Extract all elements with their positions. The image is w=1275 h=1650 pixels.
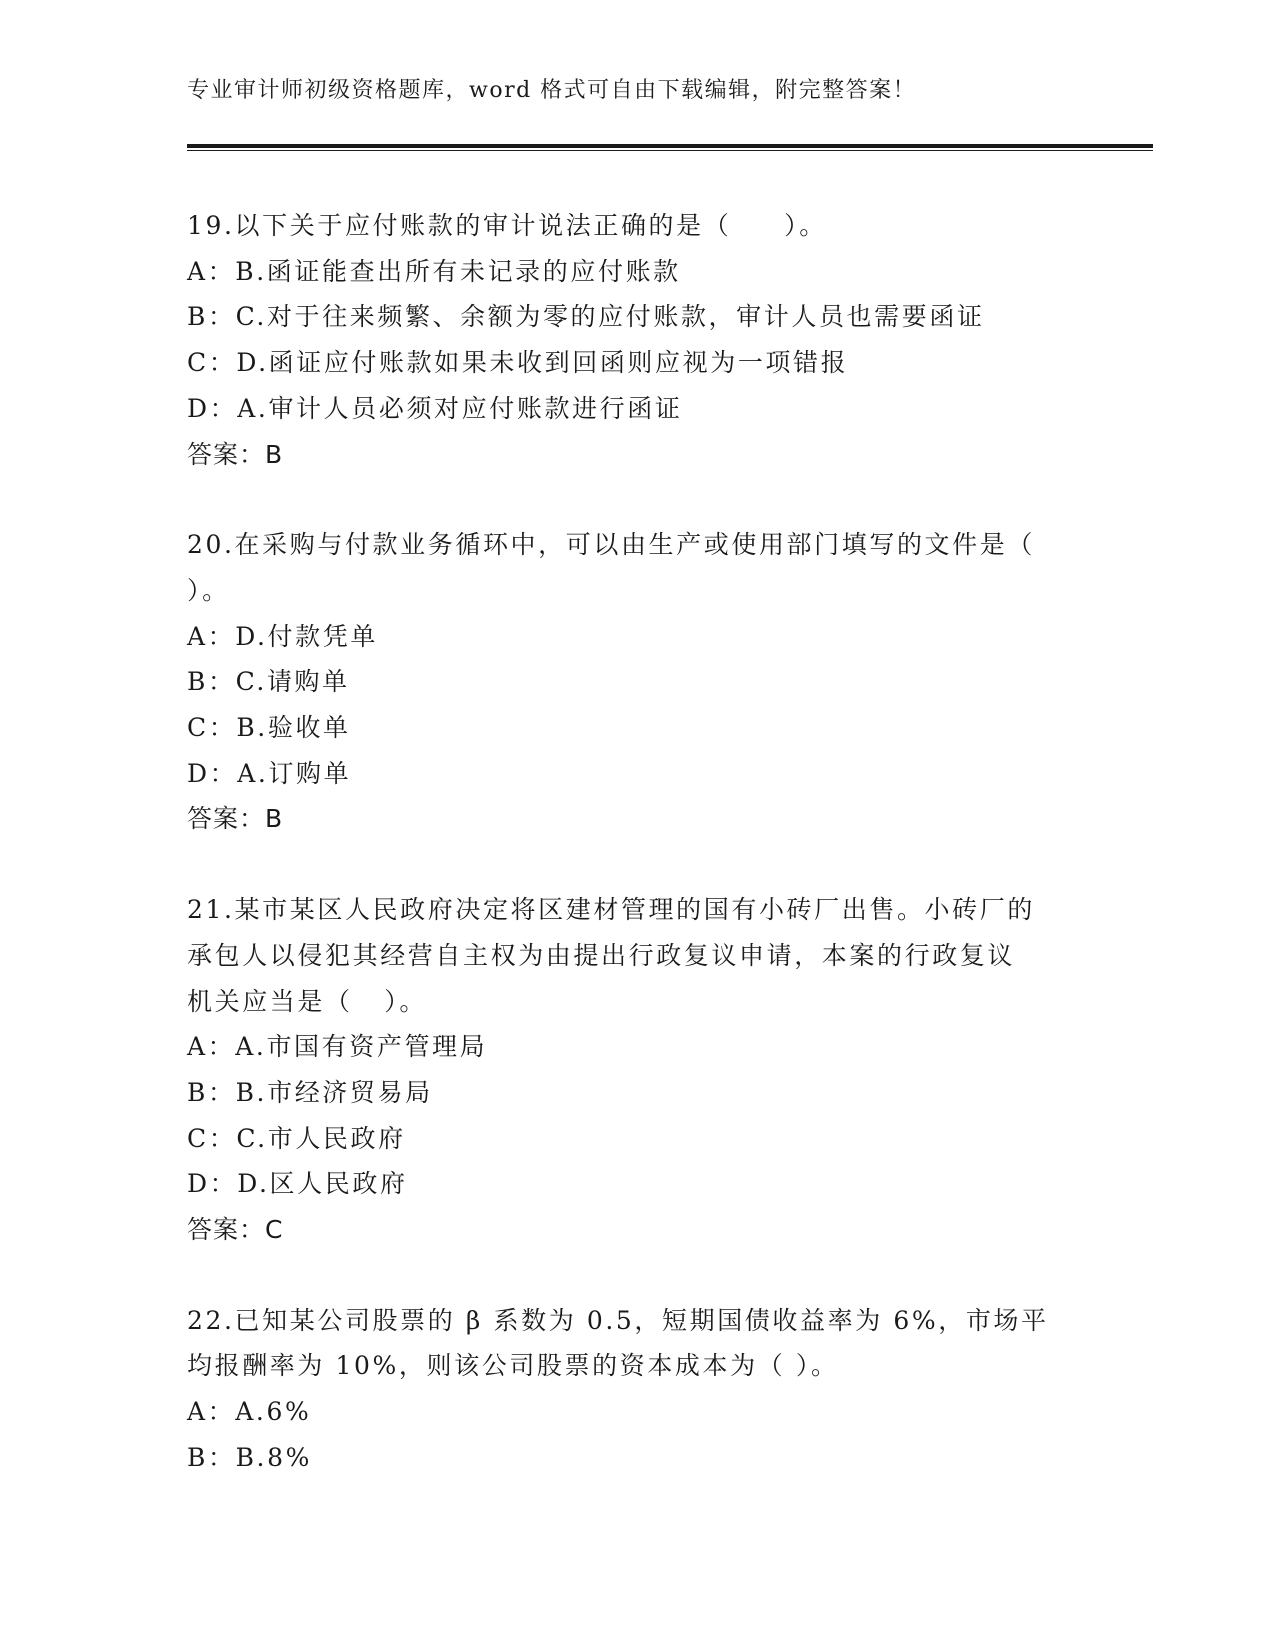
question-stem: 均报酬率为 10%，则该公司股票的资本成本为（ ）。 <box>187 1351 839 1381</box>
question-stem: 21.某市某区人民政府决定将区建材管理的国有小砖厂出售。小砖厂的 <box>187 895 1035 925</box>
question-stem: 19.以下关于应付账款的审计说法正确的是（ ）。 <box>187 211 827 240</box>
question-21 <box>187 887 1087 1253</box>
option-b: B：B.市经济贸易局 <box>187 1077 433 1107</box>
answer: 答案：C <box>187 1215 284 1245</box>
option-b: B：C.请购单 <box>187 667 350 697</box>
header-rule <box>187 144 1153 148</box>
question-19 <box>187 203 1087 477</box>
question-stem: 机关应当是（ ）。 <box>187 986 427 1016</box>
option-b: B：B.8% <box>187 1442 312 1472</box>
option-d: D：D.区人民政府 <box>187 1169 408 1199</box>
option-c: C：C.市人民政府 <box>187 1123 406 1153</box>
option-b: B：C.对于往来频繁、余额为零的应付账款，审计人员也需要函证 <box>187 302 985 332</box>
option-a: A：B.函证能查出所有未记录的应付账款 <box>187 256 681 286</box>
question-stem: 20.在采购与付款业务循环中，可以由生产或使用部门填写的文件是（ <box>187 530 1035 560</box>
answer: 答案：B <box>187 439 284 469</box>
question-list <box>187 203 1087 1526</box>
answer: 答案：B <box>187 804 284 834</box>
option-c: C：D.函证应付账款如果未收到回函则应视为一项错报 <box>187 348 849 378</box>
question-20 <box>187 522 1087 842</box>
option-a: A：D.付款凭单 <box>187 621 378 651</box>
option-c: C：B.验收单 <box>187 713 351 743</box>
option-d: D：A.订购单 <box>187 758 352 788</box>
header-rule-thin <box>187 150 1153 151</box>
option-d: D：A.审计人员必须对应付账款进行函证 <box>187 393 683 423</box>
question-stem: ）。 <box>187 575 230 605</box>
question-stem: 承包人以侵犯其经营自主权为由提出行政复议申请，本案的行政复议 <box>187 940 1016 970</box>
option-a: A：A.6% <box>187 1397 312 1427</box>
option-a: A：A.市国有资产管理局 <box>187 1032 488 1062</box>
page-header: 专业审计师初级资格题库，word 格式可自由下载编辑，附完整答案！ <box>187 78 917 103</box>
question-stem: 22.已知某公司股票的 β 系数为 0.5，短期国债收益率为 6%，市场平 <box>187 1305 1049 1335</box>
question-22 <box>187 1298 1087 1481</box>
